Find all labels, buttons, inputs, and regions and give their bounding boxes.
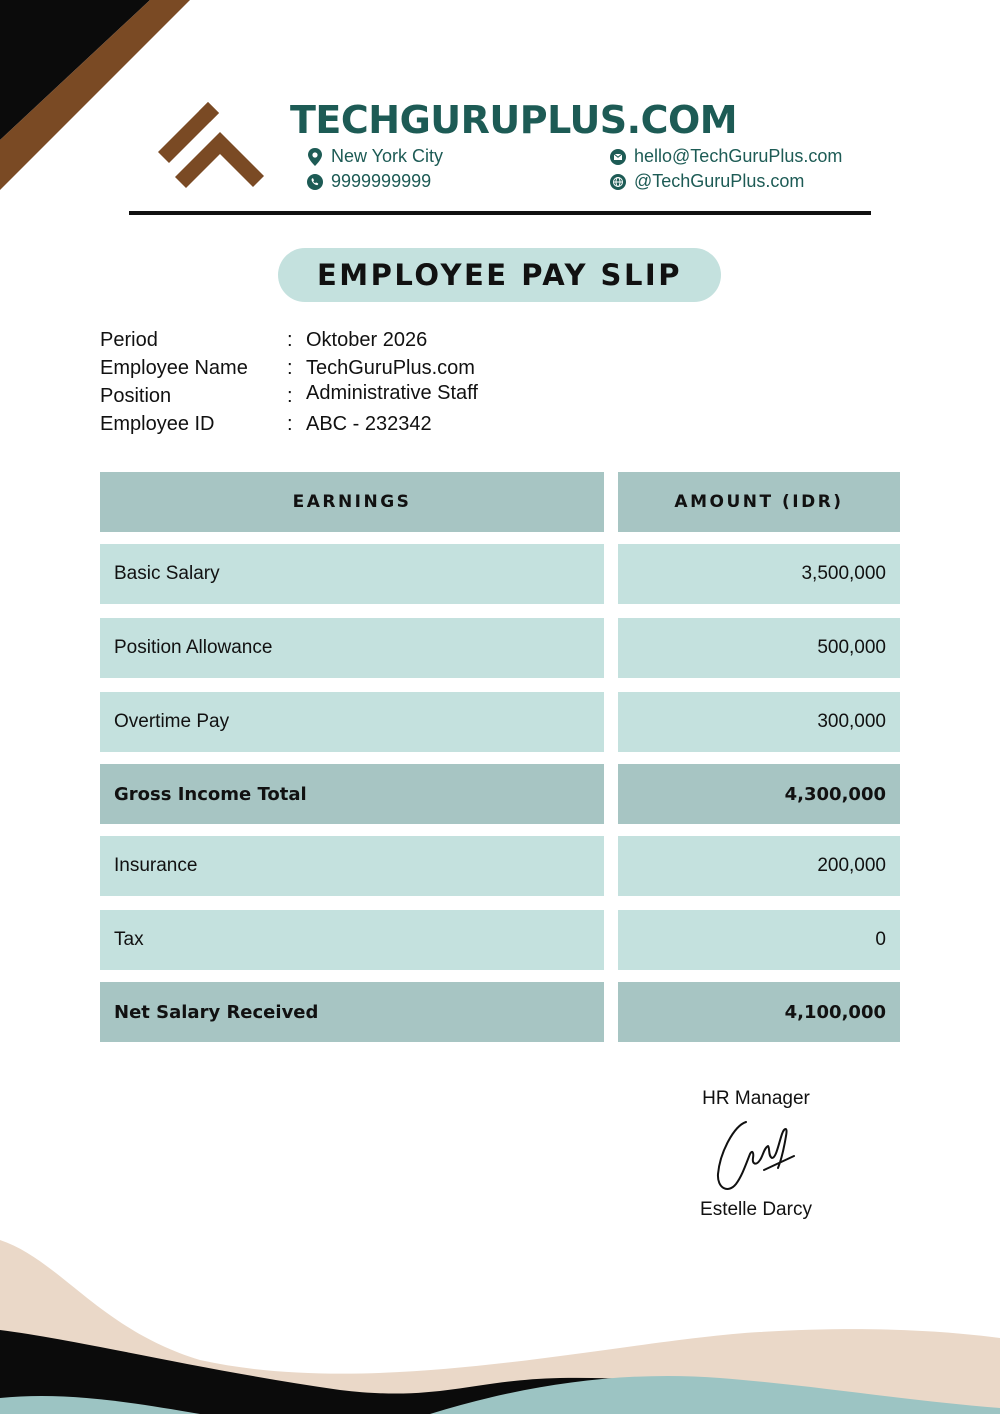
employee-name-value: TechGuruPlus.com — [306, 357, 475, 379]
position-label: Position — [100, 385, 172, 407]
signatory-name: Estelle Darcy — [700, 1199, 812, 1220]
location-text: New York City — [331, 146, 444, 166]
employee-name-separator: : — [287, 357, 293, 379]
employee-name-label: Employee Name — [100, 357, 248, 379]
table-row-label: Position Allowance — [100, 618, 604, 678]
table-row-label: Basic Salary — [100, 544, 604, 604]
social-text[interactable]: @TechGuruPlus.com — [634, 171, 805, 191]
net-salary-amount: 4,100,000 — [618, 982, 900, 1042]
phone-text: 9999999999 — [331, 171, 432, 191]
signature-mark — [706, 1112, 806, 1204]
table-row-amount: 300,000 — [618, 692, 900, 752]
contact-phone — [307, 171, 431, 192]
amount-header: AMOUNT (IDR) — [618, 472, 900, 532]
contact-location — [307, 146, 443, 167]
table-row-label: Overtime Pay — [100, 692, 604, 752]
gross-total-amount: 4,300,000 — [618, 764, 900, 824]
employee-id-value: ABC - 232342 — [306, 413, 432, 435]
logo-chevron-icon — [150, 95, 270, 190]
bottom-wave-decoration — [0, 1220, 1000, 1414]
table-row-label: Insurance — [100, 836, 604, 896]
position-value: Administrative Staff — [306, 382, 478, 404]
email-icon — [610, 149, 626, 165]
phone-icon — [307, 174, 323, 190]
signatory-role: HR Manager — [702, 1088, 810, 1109]
brand-name: TECHGURUPLUS.COM — [290, 98, 738, 142]
gross-total-label: Gross Income Total — [100, 764, 604, 824]
document-title: EMPLOYEE PAY SLIP — [278, 248, 721, 302]
table-row-label: Tax — [100, 910, 604, 970]
period-label: Period — [100, 329, 158, 351]
employee-id-separator: : — [287, 413, 293, 435]
table-row-amount: 0 — [618, 910, 900, 970]
location-pin-icon — [307, 148, 323, 166]
table-row-amount: 3,500,000 — [618, 544, 900, 604]
employee-id-label: Employee ID — [100, 413, 215, 435]
contact-email — [610, 146, 842, 167]
contact-social — [610, 171, 804, 192]
header-divider — [129, 211, 871, 215]
email-text[interactable]: hello@TechGuruPlus.com — [634, 146, 843, 166]
period-separator: : — [287, 329, 293, 351]
table-row-amount: 500,000 — [618, 618, 900, 678]
period-value: Oktober 2026 — [306, 329, 428, 351]
table-row-amount: 200,000 — [618, 836, 900, 896]
earnings-header: EARNINGS — [100, 472, 604, 532]
position-separator: : — [287, 385, 293, 407]
net-salary-label: Net Salary Received — [100, 982, 604, 1042]
globe-icon — [610, 174, 626, 190]
